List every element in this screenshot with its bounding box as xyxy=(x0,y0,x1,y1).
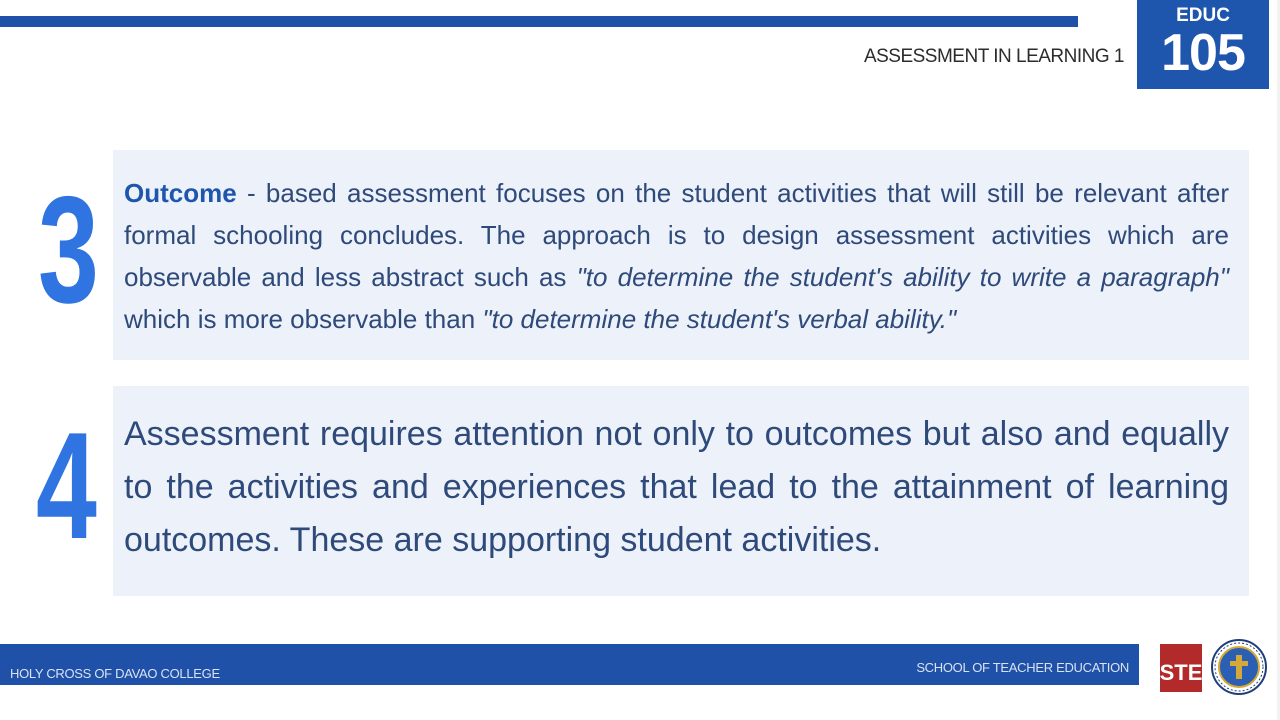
principle-4-text: Assessment requires attention not only to outcomes but also and equally to the activities and experiences that lead to the attainment of learning outcomes. These are supporting student activities. xyxy=(124,415,1229,559)
badge-department: EDUC xyxy=(1176,5,1230,26)
course-code-badge xyxy=(1137,0,1269,89)
course-title: ASSESSMENT IN LEARNING 1 xyxy=(863,46,1124,67)
principle-3-quote-2: "to determine the student's verbal ability." xyxy=(482,304,957,334)
footer-college-name: HOLY CROSS OF DAVAO COLLEGE xyxy=(10,666,220,681)
principle-number-4: 4 xyxy=(36,401,97,571)
principle-3-body: - based assessment focuses on the student activities that will still be relevant after formal schooling concludes. The approach is to design assessment activities which are observable and less abstract such as xyxy=(124,178,1229,292)
footer-school-name: SCHOOL OF TEACHER EDUCATION xyxy=(916,660,1129,675)
top-accent-bar xyxy=(0,16,1078,27)
ste-logo-text: STE xyxy=(1159,660,1203,685)
principle-3-body-2: which is more observable than xyxy=(124,304,483,334)
college-seal-logo xyxy=(1210,638,1268,696)
badge-number: 105 xyxy=(1161,24,1245,82)
principle-card-4 xyxy=(113,386,1249,596)
principle-3-lead: Outcome xyxy=(124,178,237,208)
principle-3-text xyxy=(124,172,1229,340)
footer-bar xyxy=(0,644,1139,685)
principle-3-quote-1: "to determine the student's ability to write a paragraph" xyxy=(576,262,1229,292)
principle-number-3: 3 xyxy=(38,165,99,335)
ste-logo xyxy=(1156,638,1206,698)
principle-card-3 xyxy=(113,150,1249,360)
